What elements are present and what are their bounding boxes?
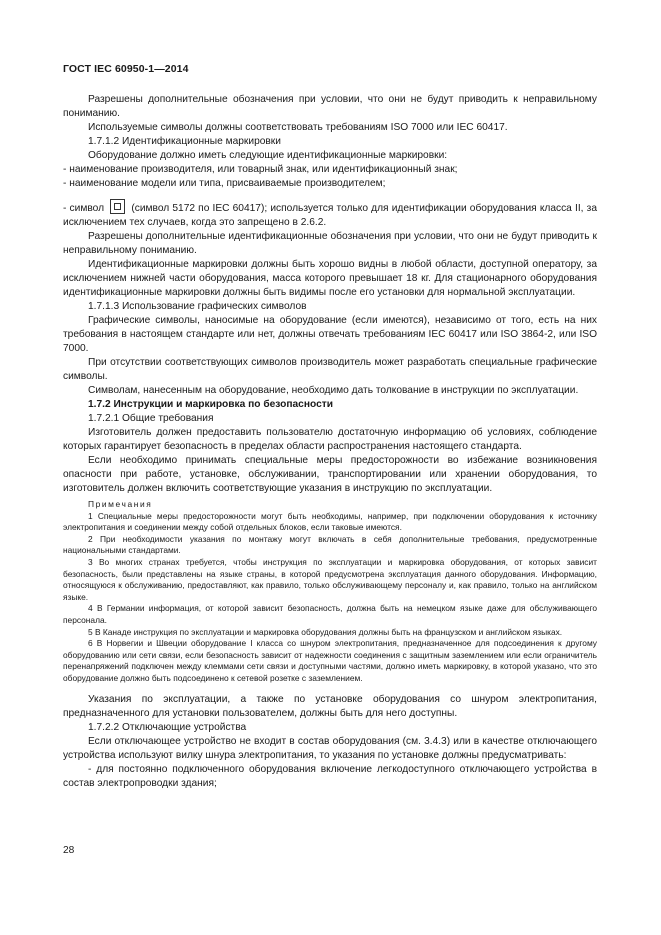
paragraph: Идентификационные маркировки должны быть хорошо видны в любой области, доступной оператору, за исключением нижней части оборудования, масса которого превышает 18 кг. Для стационарного оборудования идентификационные маркировки должны быть видимы после его установки для нормальной эксплуатации. bbox=[63, 259, 597, 298]
paragraph: При отсутствии соответствующих символов производитель может разработать специальные графические символы. bbox=[63, 357, 597, 382]
document-body bbox=[63, 93, 597, 791]
subsection-heading: 1.7.2.2 Отключающие устройства bbox=[88, 721, 247, 733]
paragraph: Оборудование должно иметь следующие идентификационные маркировки: bbox=[88, 150, 448, 161]
paragraph: Разрешены дополнительные идентификационные обозначения при условии, что они не будут приводить к неправильному пониманию. bbox=[63, 231, 597, 256]
paragraph: Если отключающее устройство не входит в состав оборудования (см. 3.4.3) или в качестве отключающего устройства используют вилку шнура электропитания, то указания по установке должны предусматривать: bbox=[63, 735, 597, 761]
note-item: 5 В Канаде инструкция по эксплуатации и маркировка оборудования должны быть на французском и английском языках. bbox=[88, 626, 563, 637]
subsection-heading: 1.7.1.3 Использование графических символов bbox=[88, 301, 307, 312]
subsection-heading: 1.7.2.1 Общие требования bbox=[88, 413, 214, 424]
class-ii-symbol-icon bbox=[110, 199, 125, 214]
section-heading: 1.7.2 Инструкции и маркировка по безопасности bbox=[88, 399, 333, 410]
symbol-suffix: (символ 5172 по IEC 60417); используется только для идентификации оборудования класса II, за исключением тех случаев, когда это запрещено в 2.6.2. bbox=[63, 203, 597, 228]
paragraph: Используемые символы должны соответствовать требованиям ISO 7000 или IEC 60417. bbox=[88, 122, 508, 133]
paragraph: Если необходимо принимать специальные меры предосторожности во избежание возникновения опасности при работе, установке, обслуживании, транспортировании или хранении оборудования, то изготовитель должен включить соответствующие указания в инструкцию по эксплуатации. bbox=[63, 455, 597, 494]
paragraph: Указания по эксплуатации, а также по установке оборудования со шнуром электропитания, предназначенного для установки пользователем, должны быть для него доступны. bbox=[63, 693, 597, 719]
list-item: - для постоянно подключенного оборудования включение легкодоступного отключающего устройства в состав электропроводки здания; bbox=[63, 763, 597, 789]
note-item: 1 Специальные меры предосторожности могут быть необходимы, например, при подключении оборудования к источнику электропитания и соединении между собой отдельных блоков, если таковые имеются. bbox=[63, 510, 597, 533]
subsection-heading: 1.7.1.2 Идентификационные маркировки bbox=[88, 136, 281, 147]
note-item: 4 В Германии информация, от которой зависит безопасность, должна быть на немецком языке даже для обслуживающего персонала. bbox=[63, 603, 597, 625]
paragraph: Изготовитель должен предоставить пользователю достаточную информацию об условиях, соблюдение которых гарантирует безопасность в пределах области распространения настоящего стандарта. bbox=[63, 427, 597, 452]
notes-title: Примечания bbox=[88, 499, 153, 509]
paragraph: Графические символы, наносимые на оборудование (если имеются), независимо от того, есть на них требования в настоящем стандарте или нет, должны отвечать требованиям IEC 60417 или ISO 3864-2, или ISO 7000. bbox=[63, 315, 597, 354]
symbol-prefix: - символ bbox=[63, 203, 105, 214]
paragraph: Разрешены дополнительные обозначения при условии, что они не будут приводить к неправильному пониманию. bbox=[63, 94, 597, 119]
document-code-header: ГОСТ IEC 60950-1—2014 bbox=[63, 63, 189, 75]
note-item: 3 Во многих странах требуется, чтобы инструкция по эксплуатации и маркировка оборудования, от которых зависит безопасность, были представлены на языке страны, в которой предусмотрена эксплуатация данного оборудования. Информацию, относящуюся к обслуживанию, предоставляют, как правило, только обслуживающему персоналу и, как правило, только на английском языке. bbox=[63, 556, 597, 602]
list-item-symbol bbox=[63, 199, 597, 230]
note-item: 6 В Норвегии и Швеции оборудование I класса со шнуром электропитания, предназначенное для подсоединения к другому оборудованию или сети связи, если безопасность зависит от надежности соединения с защитным заземлением или если ограничитель перенапряжений подключен между клеммами сети связи и доступными частями, должно иметь маркировку, в которой указано, что это оборудование должно быть подсоединено к сетевой розетке с заземлением. bbox=[63, 638, 597, 683]
note-item: 2 При необходимости указания по монтажу могут включать в себя дополнительные требования, предусмотренные национальными стандартами. bbox=[63, 533, 597, 556]
page-number: 28 bbox=[63, 845, 75, 856]
notes-block bbox=[63, 499, 597, 685]
list-item: - наименование модели или типа, присваиваемые производителем; bbox=[63, 178, 386, 189]
paragraph: Символам, нанесенным на оборудование, необходимо дать толкование в инструкции по эксплуатации. bbox=[88, 385, 579, 396]
list-item: - наименование производителя, или товарный знак, или идентификационный знак; bbox=[63, 164, 458, 175]
